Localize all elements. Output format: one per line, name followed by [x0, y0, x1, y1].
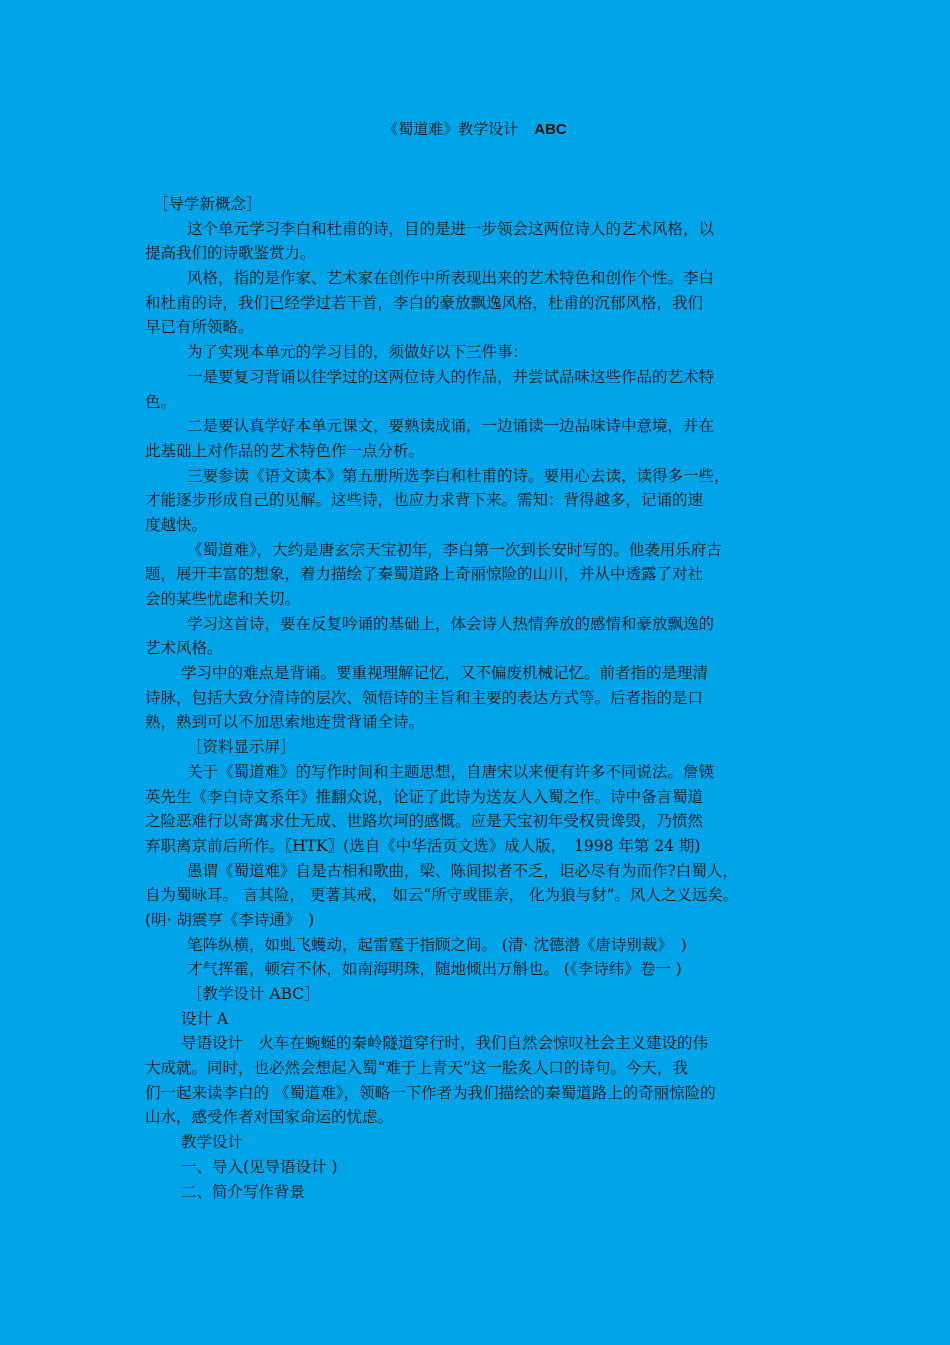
text-line: 度越快。 — [145, 515, 208, 534]
page-title — [0, 118, 950, 139]
text-line: 这个单元学习李白和杜甫的诗，目的是进一步领会这两位诗人的艺术风格，以 — [187, 219, 715, 238]
text-line: 艺术风格。 — [145, 639, 223, 658]
text-line: 们一起来读李白的 《蜀道难》，领略一下作者为我们描绘的秦蜀道路上的奇丽惊险的 — [145, 1083, 716, 1102]
title-suffix: ABC — [534, 121, 567, 138]
text-line: 自为蜀咏耳。 言其险， 更著其戒， 如云“所守或匪亲， 化为狼与豺”。风人之义远矣。 — [145, 886, 739, 905]
text-line: 教学设计 — [181, 1133, 244, 1152]
text-line: 此基础上对作品的艺术特色作一点分析。 — [145, 441, 425, 460]
text-line: 山水，感受作者对国家命运的忧虑。 — [145, 1108, 394, 1127]
text-line: 二是要认真学好本单元课文，要熟读成诵，一边诵读一边品味诗中意境，并在 — [187, 417, 715, 436]
text-line: 和杜甫的诗，我们已经学过若干首，李白的豪放飘逸风格，杜甫的沉郁风格，我们 — [145, 293, 704, 312]
text-line: 《蜀道难》，大约是唐玄宗天宝初年，李白第一次到长安时写的。他袭用乐府古 — [187, 540, 722, 559]
text-line: 一是要复习背诵以往学过的这两位诗人的作品，并尝试品味这些作品的艺术特 — [187, 367, 715, 386]
text-line: 英先生《李白诗文系年》推翻众说，论证了此诗为送友人入蜀之作。诗中备言蜀道 — [145, 787, 704, 806]
text-line: 笔阵纵横，如虬飞蠖动，起雷霆于指顾之间。 (清· 沈德潜《唐诗别裁》 ) — [187, 935, 687, 954]
text-line: 才能逐步形成自己的见解。这些诗，也应力求背下来。需知：背得越多，记诵的速 — [145, 491, 704, 510]
text-line: 学习中的难点是背诵。要重视理解记忆，又不偏废机械记忆。前者指的是理清 — [181, 664, 709, 683]
text-line: (明· 胡震亨《李诗通》 ) — [145, 910, 315, 929]
text-line: ［导学新概念］ — [153, 195, 262, 213]
text-line: 设计 A — [181, 1009, 229, 1028]
text-line: 提高我们的诗歌鉴赏力。 — [145, 244, 316, 263]
text-line: ［资料显示屏］ — [187, 738, 296, 757]
text-line: 弃职离京前后所作。〖HTK〗(选自《中华活页文选》成人版， 1998 年第 24 期) — [145, 836, 701, 855]
text-line: 熟，熟到可以不加思索地连贯背诵全诗。 — [145, 713, 425, 732]
text-line: 才气挥霍，顿宕不休，如南海明珠，随地倾出万斛也。 (《李诗纬》卷一 ) — [187, 960, 682, 979]
text-line: 风格，指的是作家、艺术家在创作中所表现出来的艺术特色和创作个性。李白 — [187, 269, 715, 288]
text-line: 诗脉，包括大致分清诗的层次、领悟诗的主旨和主要的表达方式等。后者指的是口 — [145, 688, 704, 707]
title-text: 《蜀道难》教学设计 — [383, 120, 519, 138]
text-line: 早已有所领略。 — [145, 318, 254, 337]
text-line: 会的某些忧虑和关切。 — [145, 590, 301, 608]
text-line: 三要参读《语文读本》第五册所选李白和杜甫的诗。要用心去读，读得多一些， — [187, 466, 730, 485]
text-line: 二、简介写作背景 — [181, 1182, 306, 1201]
text-line: 题，展开丰富的想象，着力描绘了秦蜀道路上奇丽惊险的山川，并从中透露了对社 — [145, 565, 704, 584]
text-line: 一、导入(见导语设计 ) — [181, 1157, 338, 1176]
document-body — [145, 192, 805, 1204]
text-line: 之险恶难行以寄寓求仕无成、世路坎坷的感慨。应是天宝初年受权贵谗毁，乃愤然 — [145, 812, 704, 831]
text-line: 为了实现本单元的学习目的，须做好以下三件事： — [187, 343, 529, 362]
text-line: 色。 — [145, 392, 177, 411]
text-line: 愚谓《蜀道难》自是古相和歌曲，梁、陈间拟者不乏，讵必尽有为而作?白蜀人， — [187, 861, 738, 880]
text-line: 关于《蜀道难》的写作时间和主题思想，自唐宋以来便有许多不同说法。詹锳 — [187, 762, 715, 781]
text-line: ［教学设计 ABC］ — [187, 985, 320, 1003]
text-line: 学习这首诗，要在反复吟诵的基础上，体会诗人热情奔放的感情和豪放飘逸的 — [187, 614, 715, 633]
text-line: 大成就。同时，也必然会想起入蜀“难于上青天”这一脍炙人口的诗句。今天，我 — [145, 1059, 688, 1078]
text-line: 导语设计 火车在蜿蜒的秦岭隧道穿行时，我们自然会惊叹社会主义建设的伟 — [181, 1034, 709, 1053]
